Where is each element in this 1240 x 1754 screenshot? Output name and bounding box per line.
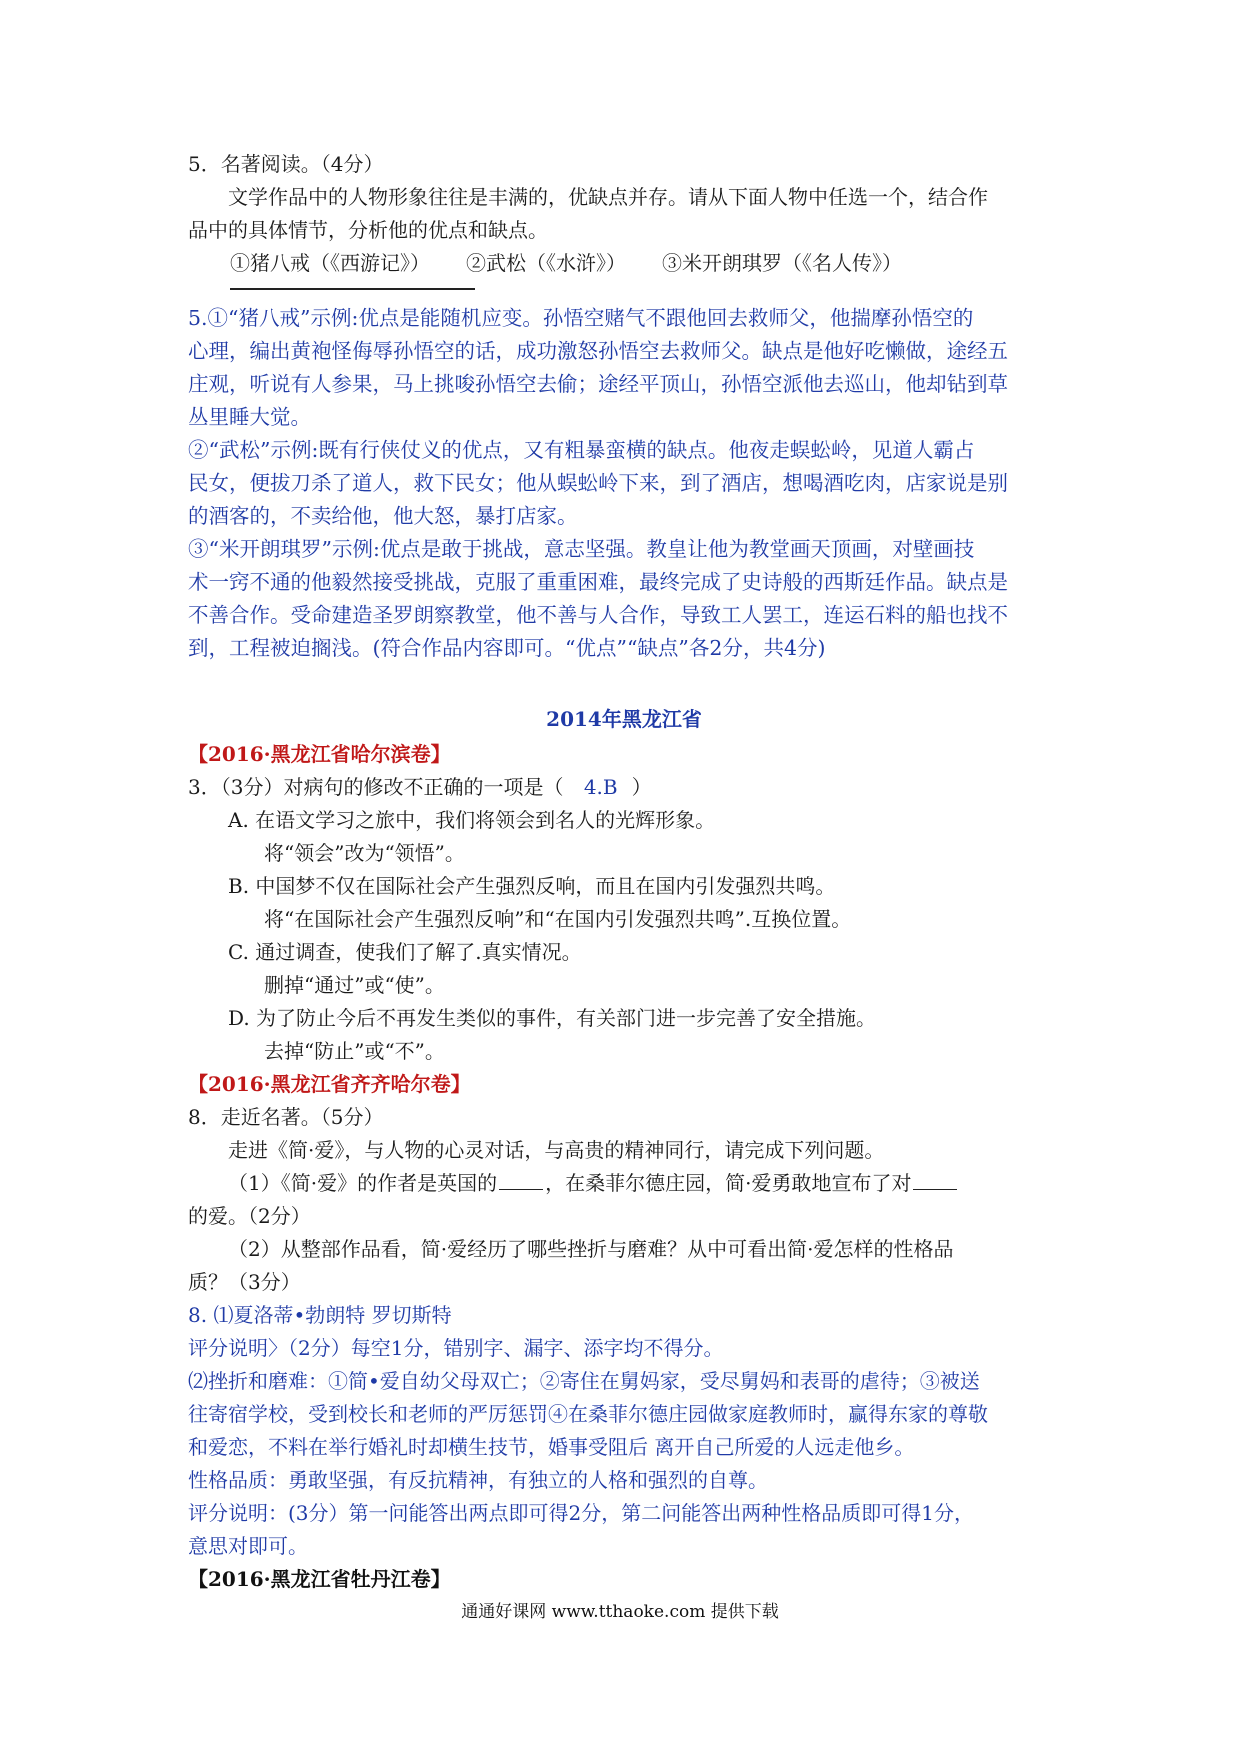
q5-option-1: ①猪八戒（《西游记》）	[230, 251, 430, 275]
q3-option-b-fix: 将“在国际社会产生强烈反响”和“在国内引发强烈共鸣”.互换位置。	[264, 907, 852, 931]
q3-answer: 4.B	[583, 775, 618, 799]
q8-part1-end: 的爱。（2分）	[188, 1204, 311, 1228]
q8-blank-2	[913, 1171, 957, 1190]
section-tag-qiqihar: 【2016·黑龙江省齐齐哈尔卷】	[188, 1072, 471, 1096]
section-tag-harbin: 【2016·黑龙江省哈尔滨卷】	[188, 742, 451, 766]
a5-p1-line3: 庄观，听说有人参果，马上挑唆孙悟空去偷；途经平顶山，孙悟空派他去巡山，他却钻到草	[188, 372, 1008, 396]
q8-intro: 走进《简·爱》，与人物的心灵对话，与高贵的精神同行，请完成下列问题。	[228, 1138, 885, 1162]
year-heading: 2014年黑龙江省	[546, 707, 702, 731]
a5-p3-line4: 到，工程被迫搁浅。(符合作品内容即可。“优点”“缺点”各2分，共4分)	[188, 636, 826, 660]
q5-title: 5．名著阅读。（4分）	[188, 152, 384, 176]
a8-score2-line2: 意思对即可。	[188, 1534, 308, 1558]
q3-option-d-fix: 去掉“防止”或“不”。	[264, 1039, 445, 1063]
q8-part1-a: （1）《简·爱》的作者是英国的	[228, 1171, 498, 1195]
q3-option-d: D. 为了防止今后不再发生类似的事件，有关部门进一步完善了安全措施。	[228, 1006, 877, 1030]
a8-part2-line3: 和爱恋，不料在举行婚礼时却横生技节，婚事受阻后 离开自己所爱的人远走他乡。	[188, 1435, 915, 1459]
q5-prompt-line2: 品中的具体情节，分析他的优点和缺点。	[188, 218, 548, 242]
a5-p2-line3: 的酒客的，不卖给他，他大怒，暴打店家。	[188, 504, 578, 528]
q8-title: 8．走近名著。（5分）	[188, 1105, 384, 1129]
q3-option-a-fix: 将“领会”改为“领悟”。	[264, 841, 465, 865]
q5-options	[188, 247, 1060, 280]
a8-score1: 评分说明〉（2分）每空1分，错别字、漏字、添字均不得分。	[188, 1336, 724, 1360]
page-footer: 通通好课网 www.tthaoke.com 提供下载	[461, 1602, 779, 1622]
q3-option-c-fix: 删掉“通过”或“使”。	[264, 973, 445, 997]
a5-p2-line1: ②“武松”示例:既有行侠仗义的优点，又有粗暴蛮横的缺点。他夜走蜈蚣岭，见道人霸占	[188, 438, 975, 462]
q3-option-a: A. 在语文学习之旅中，我们将领会到名人的光辉形象。	[228, 808, 716, 832]
page-content	[188, 148, 1060, 1596]
q8-part2-line2: 质？（3分）	[188, 1270, 301, 1294]
a8-part2-line1: ⑵挫折和磨难：①简•爱自幼父母双亡；②寄住在舅妈家，受尽舅妈和表哥的虐待；③被送	[188, 1369, 980, 1393]
a5-p1-line2: 心理，编出黄袍怪侮辱孙悟空的话，成功激怒孙悟空去救师父。缺点是他好吃懒做，途经五	[188, 339, 1008, 363]
q5-prompt-line1: 文学作品中的人物形象往往是丰满的，优缺点并存。请从下面人物中任选一个，结合作	[228, 185, 988, 209]
a8-score2-line1: 评分说明：(3分）第一问能答出两点即可得2分，第二问能答出两种性格品质即可得1分，	[188, 1501, 974, 1525]
q5-answer	[188, 302, 1060, 665]
q3-option-c: C. 通过调查，使我们了解了.真实情况。	[228, 940, 582, 964]
q3-suffix: ）	[631, 775, 652, 799]
a5-p2-line2: 民女，便拔刀杀了道人，救下民女；他从蜈蚣岭下来，到了酒店，想喝酒吃肉，店家说是别	[188, 471, 1008, 495]
a5-p3-line3: 不善合作。受命建造圣罗朗察教堂，他不善与人合作，导致工人罢工，连运石料的船也找不	[188, 603, 1008, 627]
a5-p1-line4: 丛里睡大觉。	[188, 405, 311, 429]
q3-title	[188, 771, 1060, 804]
q3-prefix: 3．（3分）对病句的修改不正确的一项是（	[188, 775, 564, 799]
q3-option-b: B. 中国梦不仅在国际社会产生强烈反响，而且在国内引发强烈共鸣。	[228, 874, 836, 898]
q5-option-3: ③米开朗琪罗（《名人传》）	[662, 251, 902, 275]
section-tag-mudanjiang: 【2016·黑龙江省牡丹江卷】	[188, 1567, 451, 1591]
a5-p1-line1: 5.①“猪八戒”示例:优点是能随机应变。孙悟空赌气不跟他回去救师父，他揣摩孙悟空的	[188, 306, 974, 330]
q8-part1-b: ，在桑菲尔德庄园，简·爱勇敢地宣布了对	[545, 1171, 912, 1195]
a8-trait: 性格品质：勇敢坚强，有反抗精神，有独立的人格和强烈的自尊。	[188, 1468, 768, 1492]
q5-option-2: ②武松（《水浒》）	[466, 251, 626, 275]
a8-part1: 8. ⑴夏洛蒂•勃朗特 罗切斯特	[188, 1303, 452, 1327]
a5-p3-line2: 术一窍不通的他毅然接受挑战，克服了重重困难，最终完成了史诗般的西斯廷作品。缺点是	[188, 570, 1008, 594]
q5-answer-blank	[230, 288, 475, 290]
q8-part2-line1: （2）从整部作品看，简·爱经历了哪些挫折与磨难？从中可看出简·爱怎样的性格品	[228, 1237, 954, 1261]
a5-p3-line1: ③“米开朗琪罗”示例:优点是敢于挑战，意志坚强。教皇让他为教堂画天顶画，对壁画技	[188, 537, 975, 561]
q8-part1	[188, 1167, 1060, 1200]
a8-part2-line2: 往寄宿学校，受到校长和老师的严厉惩罚④在桑菲尔德庄园做家庭教师时，赢得东家的尊敬	[188, 1402, 988, 1426]
q8-blank-1	[499, 1171, 543, 1190]
